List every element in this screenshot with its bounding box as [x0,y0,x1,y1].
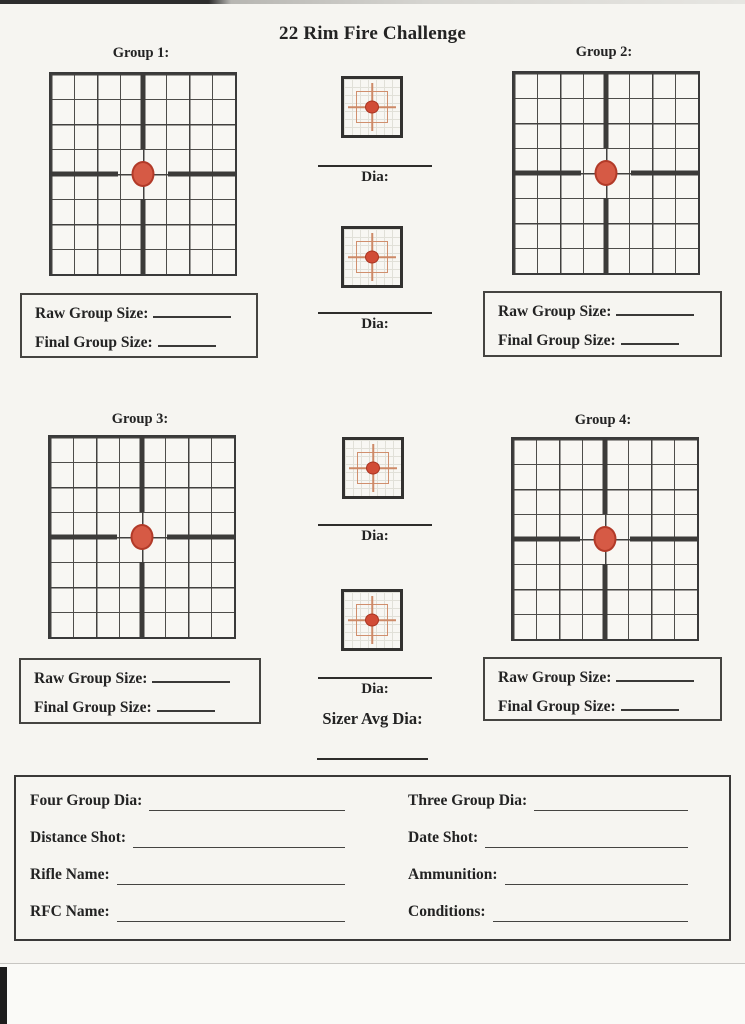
crosshair-vertical-top [604,73,609,148]
dia-blank-line [318,312,432,314]
sizer-dot [365,614,379,627]
crosshair-vertical-top [140,437,145,512]
date-shot-row [408,827,688,848]
dia-field-4 [318,677,432,698]
three-group-dia-label: Three Group Dia: [408,792,528,809]
rfc-name-row [30,901,345,922]
dia-field-3 [318,524,432,545]
footer-left-column [30,790,345,938]
crosshair-vertical-bottom [140,562,145,637]
target-grid-group-4 [511,437,699,641]
scan-page-edge-line [0,963,745,964]
date-shot-blank [485,832,688,848]
ammunition-blank [505,869,688,885]
final-group-size-row [34,697,259,717]
four-group-dia-blank [149,795,345,811]
dia-field-2 [318,312,432,333]
raw-group-size-blank [616,301,694,316]
raw-group-size-label: Raw Group Size: [35,305,149,322]
conditions-label: Conditions: [408,903,486,920]
final-group-size-label: Final Group Size: [498,332,616,349]
final-group-size-label: Final Group Size: [498,698,616,715]
dia-blank-line [318,165,432,167]
dia-blank-line [318,524,432,526]
rifle-name-label: Rifle Name: [30,866,110,883]
rfc-name-label: RFC Name: [30,903,110,920]
scan-artifact-top-edge [0,0,745,4]
group-1-label: Group 1: [112,45,170,61]
crosshair-vertical-bottom [603,564,608,639]
sizer-avg-dia-blank-line [317,758,428,760]
group-1-size-box [20,293,258,358]
sizer-dot [365,101,379,114]
crosshair-horizontal-left [513,537,580,542]
four-group-dia-label: Four Group Dia: [30,792,143,809]
group-4-label: Group 4: [574,412,632,428]
sizer-dot [366,462,380,475]
raw-group-size-blank [616,667,694,682]
dia-field-1 [318,165,432,186]
target-grid-group-1 [49,72,237,276]
group-2-size-box [483,291,722,357]
group-4-size-box [483,657,722,721]
bullseye-dot [594,526,617,552]
sizer-avg-dia-label: Sizer Avg Dia: [322,709,423,728]
sizer-dot [365,251,379,264]
sizer-target-1 [341,76,403,138]
conditions-row [408,901,688,922]
distance-shot-label: Distance Shot: [30,829,127,846]
rifle-name-blank [117,869,345,885]
dia-label: Dia: [361,169,389,185]
crosshair-horizontal-right [167,535,234,540]
rifle-name-row [30,864,345,885]
final-group-size-blank [621,330,679,345]
bullseye-dot [132,161,155,187]
raw-group-size-row [498,301,720,321]
crosshair-horizontal-left [50,535,117,540]
dia-label: Dia: [361,681,389,697]
group-3-size-box [19,658,261,724]
final-group-size-label: Final Group Size: [34,699,152,716]
scan-page-bottom-margin [0,964,745,1024]
target-grid-group-2 [512,71,700,275]
dia-label: Dia: [361,316,389,332]
dia-blank-line [318,677,432,679]
raw-group-size-row [34,668,259,688]
raw-group-size-label: Raw Group Size: [498,669,612,686]
footer-form-box [14,775,731,941]
scan-artifact-bottom-left [0,967,7,1024]
ammunition-label: Ammunition: [408,866,498,883]
raw-group-size-blank [152,668,230,683]
four-group-dia-row [30,790,345,811]
crosshair-horizontal-right [168,172,235,177]
distance-shot-blank [133,832,345,848]
rfc-name-blank [117,906,345,922]
sizer-target-3 [342,437,404,499]
three-group-dia-row [408,790,688,811]
crosshair-horizontal-left [514,171,581,176]
footer-right-column [408,790,688,938]
dia-label: Dia: [361,528,389,544]
distance-shot-row [30,827,345,848]
bullseye-dot [595,160,618,186]
target-grid-group-3 [48,435,236,639]
final-group-size-label: Final Group Size: [35,334,153,351]
sizer-target-4 [341,589,403,651]
crosshair-vertical-bottom [141,199,146,274]
final-group-size-row [498,330,720,350]
crosshair-horizontal-left [51,172,118,177]
crosshair-horizontal-right [630,537,697,542]
final-group-size-blank [157,697,215,712]
crosshair-vertical-bottom [604,198,609,273]
group-3-label: Group 3: [111,411,169,427]
crosshair-horizontal-right [631,171,698,176]
crosshair-vertical-top [603,439,608,514]
ammunition-row [408,864,688,885]
raw-group-size-row [498,667,720,687]
raw-group-size-label: Raw Group Size: [34,670,148,687]
final-group-size-row [35,332,256,352]
final-group-size-blank [158,332,216,347]
final-group-size-blank [621,696,679,711]
raw-group-size-label: Raw Group Size: [498,303,612,320]
group-2-label: Group 2: [575,44,633,60]
raw-group-size-row [35,303,256,323]
three-group-dia-blank [534,795,688,811]
final-group-size-row [498,696,720,716]
raw-group-size-blank [153,303,231,318]
crosshair-vertical-top [141,74,146,149]
sizer-target-2 [341,226,403,288]
page-title: 22 Rim Fire Challenge [279,23,466,44]
date-shot-label: Date Shot: [408,829,479,846]
bullseye-dot [131,524,154,550]
conditions-blank [493,906,688,922]
